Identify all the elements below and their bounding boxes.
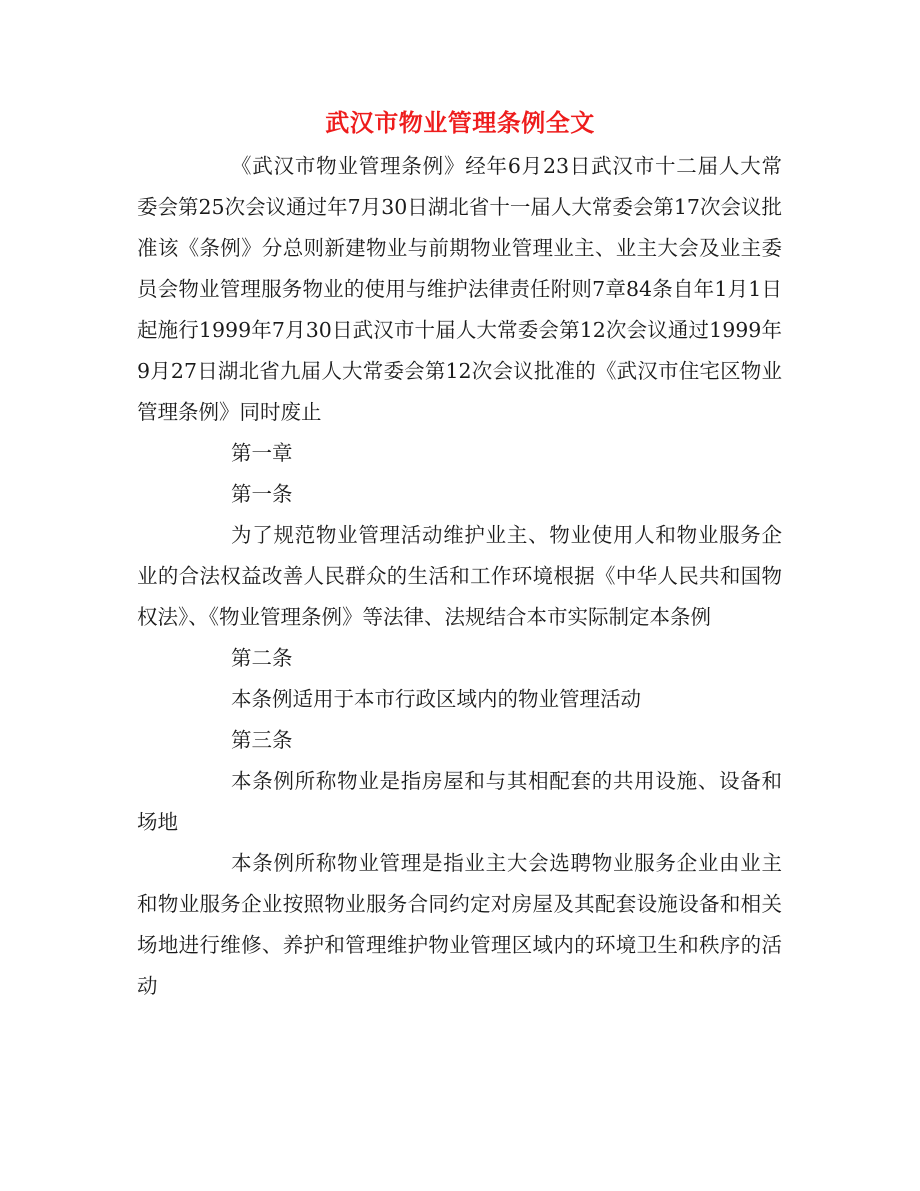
chapter-heading: 第一章 bbox=[231, 441, 293, 465]
paragraph-intro: 《武汉市物业管理条例》经年6月23日武汉市十二届人大常委会第25次会议通过年7月30日湖北省十一届人大常委会第17次会议批准该《条例》分总则新建物业与前期物业管理业主、业主大会及业主委员会物业管理服务物业的使用与维护法律责任附则7章84条自年1月1日起施行1999年7月30日武汉市十届人大常委会第12次会议通过1999年9月27日湖北省九届人大常委会第12次会议批准的《武汉市住宅区物业管理条例》同时废止 bbox=[137, 154, 782, 424]
article-heading-1: 第一条 bbox=[231, 482, 293, 506]
article-text-3b: 本条例所称物业管理是指业主大会选聘物业服务企业由业主和物业服务企业按照物业服务合同约定对房屋及其配套设施设备和相关场地进行维修、养护和管理维护物业管理区域内的环境卫生和秩序的活动 bbox=[137, 851, 782, 998]
article-text-1: 为了规范物业管理活动维护业主、物业使用人和物业服务企业的合法权益改善人民群众的生活和工作环境根据《中华人民共和国物权法》、《物业管理条例》等法律、法规结合本市实际制定本条例 bbox=[137, 523, 782, 629]
document-title: 武汉市物业管理条例全文 bbox=[325, 109, 595, 137]
article-heading-2: 第二条 bbox=[231, 646, 293, 670]
article-text-2: 本条例适用于本市行政区域内的物业管理活动 bbox=[231, 687, 641, 711]
document-body bbox=[137, 146, 782, 1007]
article-heading-3: 第三条 bbox=[231, 728, 293, 752]
article-text-3a: 本条例所称物业是指房屋和与其相配套的共用设施、设备和场地 bbox=[137, 769, 782, 834]
